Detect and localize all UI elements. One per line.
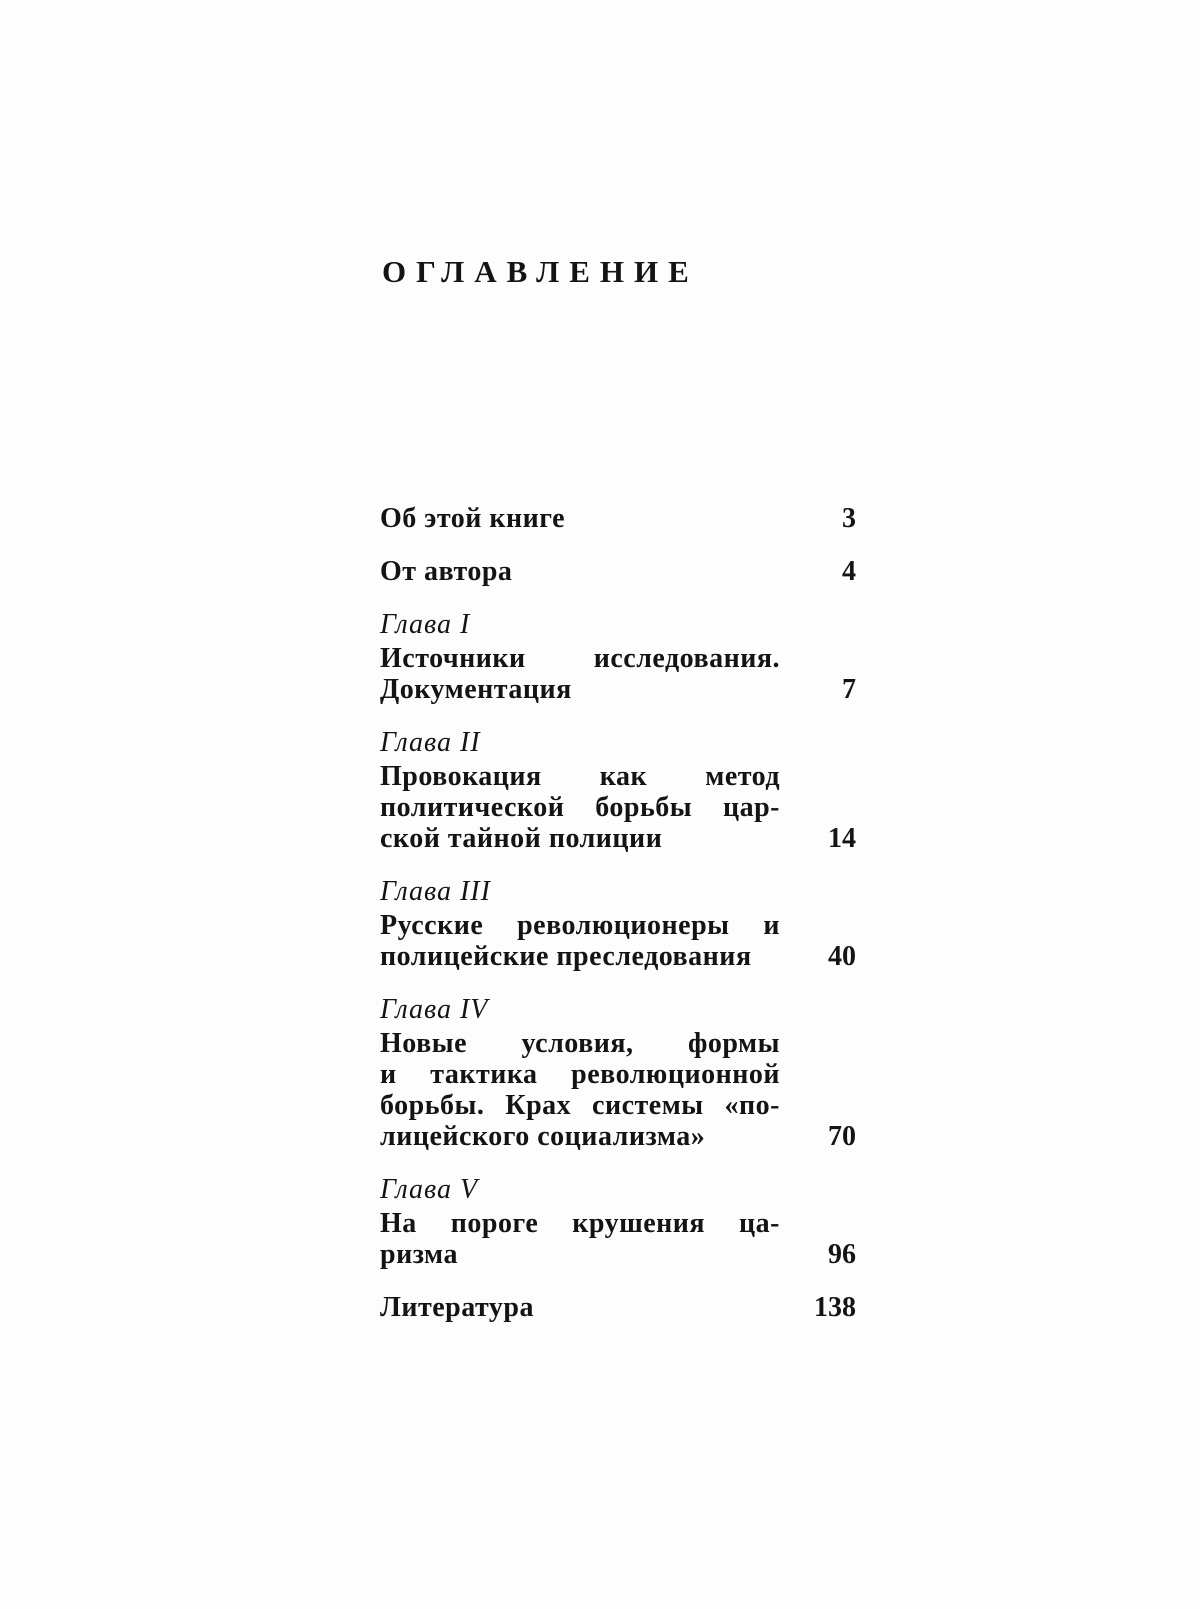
entry-title [380,910,780,972]
toc-entry [380,876,856,972]
entry-title [380,1292,780,1323]
toc-list [380,503,856,1323]
entry-title [380,1208,780,1270]
entry-title-line: Документация [380,674,572,705]
page-number: 138 [814,1292,856,1323]
chapter-label: Глава I [380,609,471,640]
entry-title [380,503,780,534]
page-title: ОГЛАВЛЕНИЕ [382,254,699,289]
entry-title-line: На пороге крушения ца- [380,1208,780,1239]
page-number: 4 [842,556,856,587]
entry-title [380,761,780,854]
toc-entry [380,503,856,534]
page-number: 70 [828,1121,856,1152]
chapter-label: Глава IV [380,994,489,1025]
toc-entry [380,994,856,1152]
toc-entry [380,727,856,854]
entry-title-line: ризма [380,1239,458,1270]
page-number: 7 [842,674,856,705]
entry-title-line: лицейского социализма» [380,1121,706,1152]
entry-title-line: Новые условия, формы [380,1028,780,1059]
toc-entry [380,609,856,705]
entry-title [380,643,780,705]
entry-title-line: ской тайной полиции [380,823,663,854]
entry-title-line: борьбы. Крах системы «по- [380,1090,780,1121]
entry-title [380,1028,780,1152]
toc-content-column [380,253,856,1345]
chapter-label: Глава II [380,727,481,758]
page-number: 40 [828,941,856,972]
toc-entry [380,1174,856,1270]
entry-title-line: полицейские преследования [380,941,752,972]
entry-title-line: Источники исследования. [380,643,780,674]
toc-entry [380,1292,856,1323]
entry-title-line: Литература [380,1292,534,1323]
page-number: 3 [842,503,856,534]
toc-entry [380,556,856,587]
page-number: 96 [828,1239,856,1270]
chapter-label: Глава III [380,876,491,907]
entry-title-line: и тактика революционной [380,1059,780,1090]
entry-title-line: От автора [380,556,513,587]
entry-title-line: политической борьбы цар- [380,792,780,823]
entry-title-line: Об этой книге [380,503,566,534]
chapter-label: Глава V [380,1174,479,1205]
entry-title-line: Провокация как метод [380,761,780,792]
entry-title [380,556,780,587]
entry-title-line: Русские революционеры и [380,910,780,941]
page-number: 14 [828,823,856,854]
